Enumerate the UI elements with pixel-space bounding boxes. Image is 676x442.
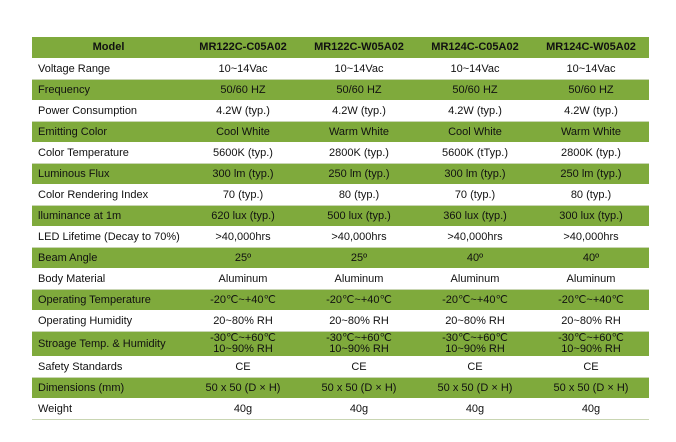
table-row: [32, 332, 649, 357]
cell: 300 lux (typ.): [533, 206, 649, 227]
cell: -20℃~+40℃: [185, 290, 301, 311]
cell: 50 x 50 (D × H): [185, 378, 301, 399]
cell: -20℃~+40℃: [417, 290, 533, 311]
table-row: [32, 399, 649, 420]
spec-table-container: [32, 36, 649, 420]
table-row: [32, 80, 649, 101]
cell: 40º: [533, 248, 649, 269]
cell: 40g: [301, 399, 417, 420]
table-row: [32, 378, 649, 399]
table-row: [32, 122, 649, 143]
table-row: [32, 59, 649, 80]
row-label: Emitting Color: [32, 122, 185, 143]
row-label: Voltage Range: [32, 59, 185, 80]
cell-line-2: 10~90% RH: [213, 343, 273, 355]
cell: >40,000hrs: [533, 227, 649, 248]
cell: 50/60 HZ: [533, 80, 649, 101]
cell: 300 lm (typ.): [417, 164, 533, 185]
spec-table: [32, 36, 649, 420]
cell: CE: [417, 357, 533, 378]
cell: Cool White: [417, 122, 533, 143]
row-label: Luminous Flux: [32, 164, 185, 185]
cell: 4.2W (typ.): [533, 101, 649, 122]
header-model-4: MR124C-W05A02: [533, 37, 649, 59]
row-label: Operating Humidity: [32, 311, 185, 332]
cell: 300 lm (typ.): [185, 164, 301, 185]
cell: [417, 332, 533, 357]
cell: [185, 332, 301, 357]
cell: Aluminum: [417, 269, 533, 290]
cell: 50/60 HZ: [301, 80, 417, 101]
cell: 2800K (typ.): [301, 143, 417, 164]
table-row: [32, 101, 649, 122]
cell-line-2: 10~90% RH: [445, 343, 505, 355]
row-label: Color Rendering Index: [32, 185, 185, 206]
cell: 500 lux (typ.): [301, 206, 417, 227]
table-row: [32, 290, 649, 311]
row-label: Operating Temperature: [32, 290, 185, 311]
table-row: [32, 164, 649, 185]
cell: Warm White: [301, 122, 417, 143]
cell: CE: [533, 357, 649, 378]
cell: Aluminum: [185, 269, 301, 290]
cell: 10~14Vac: [533, 59, 649, 80]
cell: >40,000hrs: [301, 227, 417, 248]
row-label: LED Lifetime (Decay to 70%): [32, 227, 185, 248]
cell-line-2: 10~90% RH: [561, 343, 621, 355]
header-model-1: MR122C-C05A02: [185, 37, 301, 59]
cell: 50 x 50 (D × H): [533, 378, 649, 399]
cell: 4.2W (typ.): [417, 101, 533, 122]
cell: 250 lm (typ.): [301, 164, 417, 185]
row-label: Body Material: [32, 269, 185, 290]
row-label: Power Consumption: [32, 101, 185, 122]
row-label: lluminance at 1m: [32, 206, 185, 227]
cell: 50 x 50 (D × H): [417, 378, 533, 399]
cell: >40,000hrs: [417, 227, 533, 248]
table-row: [32, 227, 649, 248]
header-model-3: MR124C-C05A02: [417, 37, 533, 59]
row-label: Safety Standards: [32, 357, 185, 378]
cell: [301, 332, 417, 357]
table-row: [32, 206, 649, 227]
table-row: [32, 269, 649, 290]
row-label: Stroage Temp. & Humidity: [32, 332, 185, 357]
cell: 50/60 HZ: [417, 80, 533, 101]
cell: 250 lm (typ.): [533, 164, 649, 185]
cell: 25º: [301, 248, 417, 269]
cell: 5600K (typ.): [185, 143, 301, 164]
table-row: [32, 185, 649, 206]
cell: 70 (typ.): [185, 185, 301, 206]
cell: 5600K (tTyp.): [417, 143, 533, 164]
table-row: [32, 357, 649, 378]
cell: 20~80% RH: [185, 311, 301, 332]
cell: -20℃~+40℃: [533, 290, 649, 311]
cell: 80 (typ.): [533, 185, 649, 206]
cell: 10~14Vac: [301, 59, 417, 80]
cell-line-1: -30℃~+60℃: [442, 332, 508, 344]
cell: 80 (typ.): [301, 185, 417, 206]
cell: 360 lux (typ.): [417, 206, 533, 227]
cell: 20~80% RH: [533, 311, 649, 332]
cell: 20~80% RH: [417, 311, 533, 332]
cell: 20~80% RH: [301, 311, 417, 332]
cell-line-1: -30℃~+60℃: [326, 332, 392, 344]
cell: 40g: [185, 399, 301, 420]
table-header-row: [32, 37, 649, 59]
cell: 50/60 HZ: [185, 80, 301, 101]
cell: 25º: [185, 248, 301, 269]
row-label: Beam Angle: [32, 248, 185, 269]
table-row: [32, 248, 649, 269]
cell: Aluminum: [533, 269, 649, 290]
cell: 40º: [417, 248, 533, 269]
cell: 50 x 50 (D × H): [301, 378, 417, 399]
row-label: Frequency: [32, 80, 185, 101]
cell-line-1: -30℃~+60℃: [558, 332, 624, 344]
cell: 40g: [533, 399, 649, 420]
cell: CE: [185, 357, 301, 378]
cell: Aluminum: [301, 269, 417, 290]
cell: 10~14Vac: [185, 59, 301, 80]
row-label: Color Temperature: [32, 143, 185, 164]
cell: >40,000hrs: [185, 227, 301, 248]
table-row: [32, 311, 649, 332]
header-model: Model: [32, 37, 185, 59]
cell: 620 lux (typ.): [185, 206, 301, 227]
row-label: Dimensions (mm): [32, 378, 185, 399]
cell: 10~14Vac: [417, 59, 533, 80]
cell: 2800K (typ.): [533, 143, 649, 164]
header-model-2: MR122C-W05A02: [301, 37, 417, 59]
table-row: [32, 143, 649, 164]
cell: -20℃~+40℃: [301, 290, 417, 311]
cell: 4.2W (typ.): [185, 101, 301, 122]
cell-line-1: -30℃~+60℃: [210, 332, 276, 344]
cell: CE: [301, 357, 417, 378]
cell: Cool White: [185, 122, 301, 143]
cell-line-2: 10~90% RH: [329, 343, 389, 355]
row-label: Weight: [32, 399, 185, 420]
cell: Warm White: [533, 122, 649, 143]
cell: 40g: [417, 399, 533, 420]
cell: [533, 332, 649, 357]
cell: 70 (typ.): [417, 185, 533, 206]
cell: 4.2W (typ.): [301, 101, 417, 122]
